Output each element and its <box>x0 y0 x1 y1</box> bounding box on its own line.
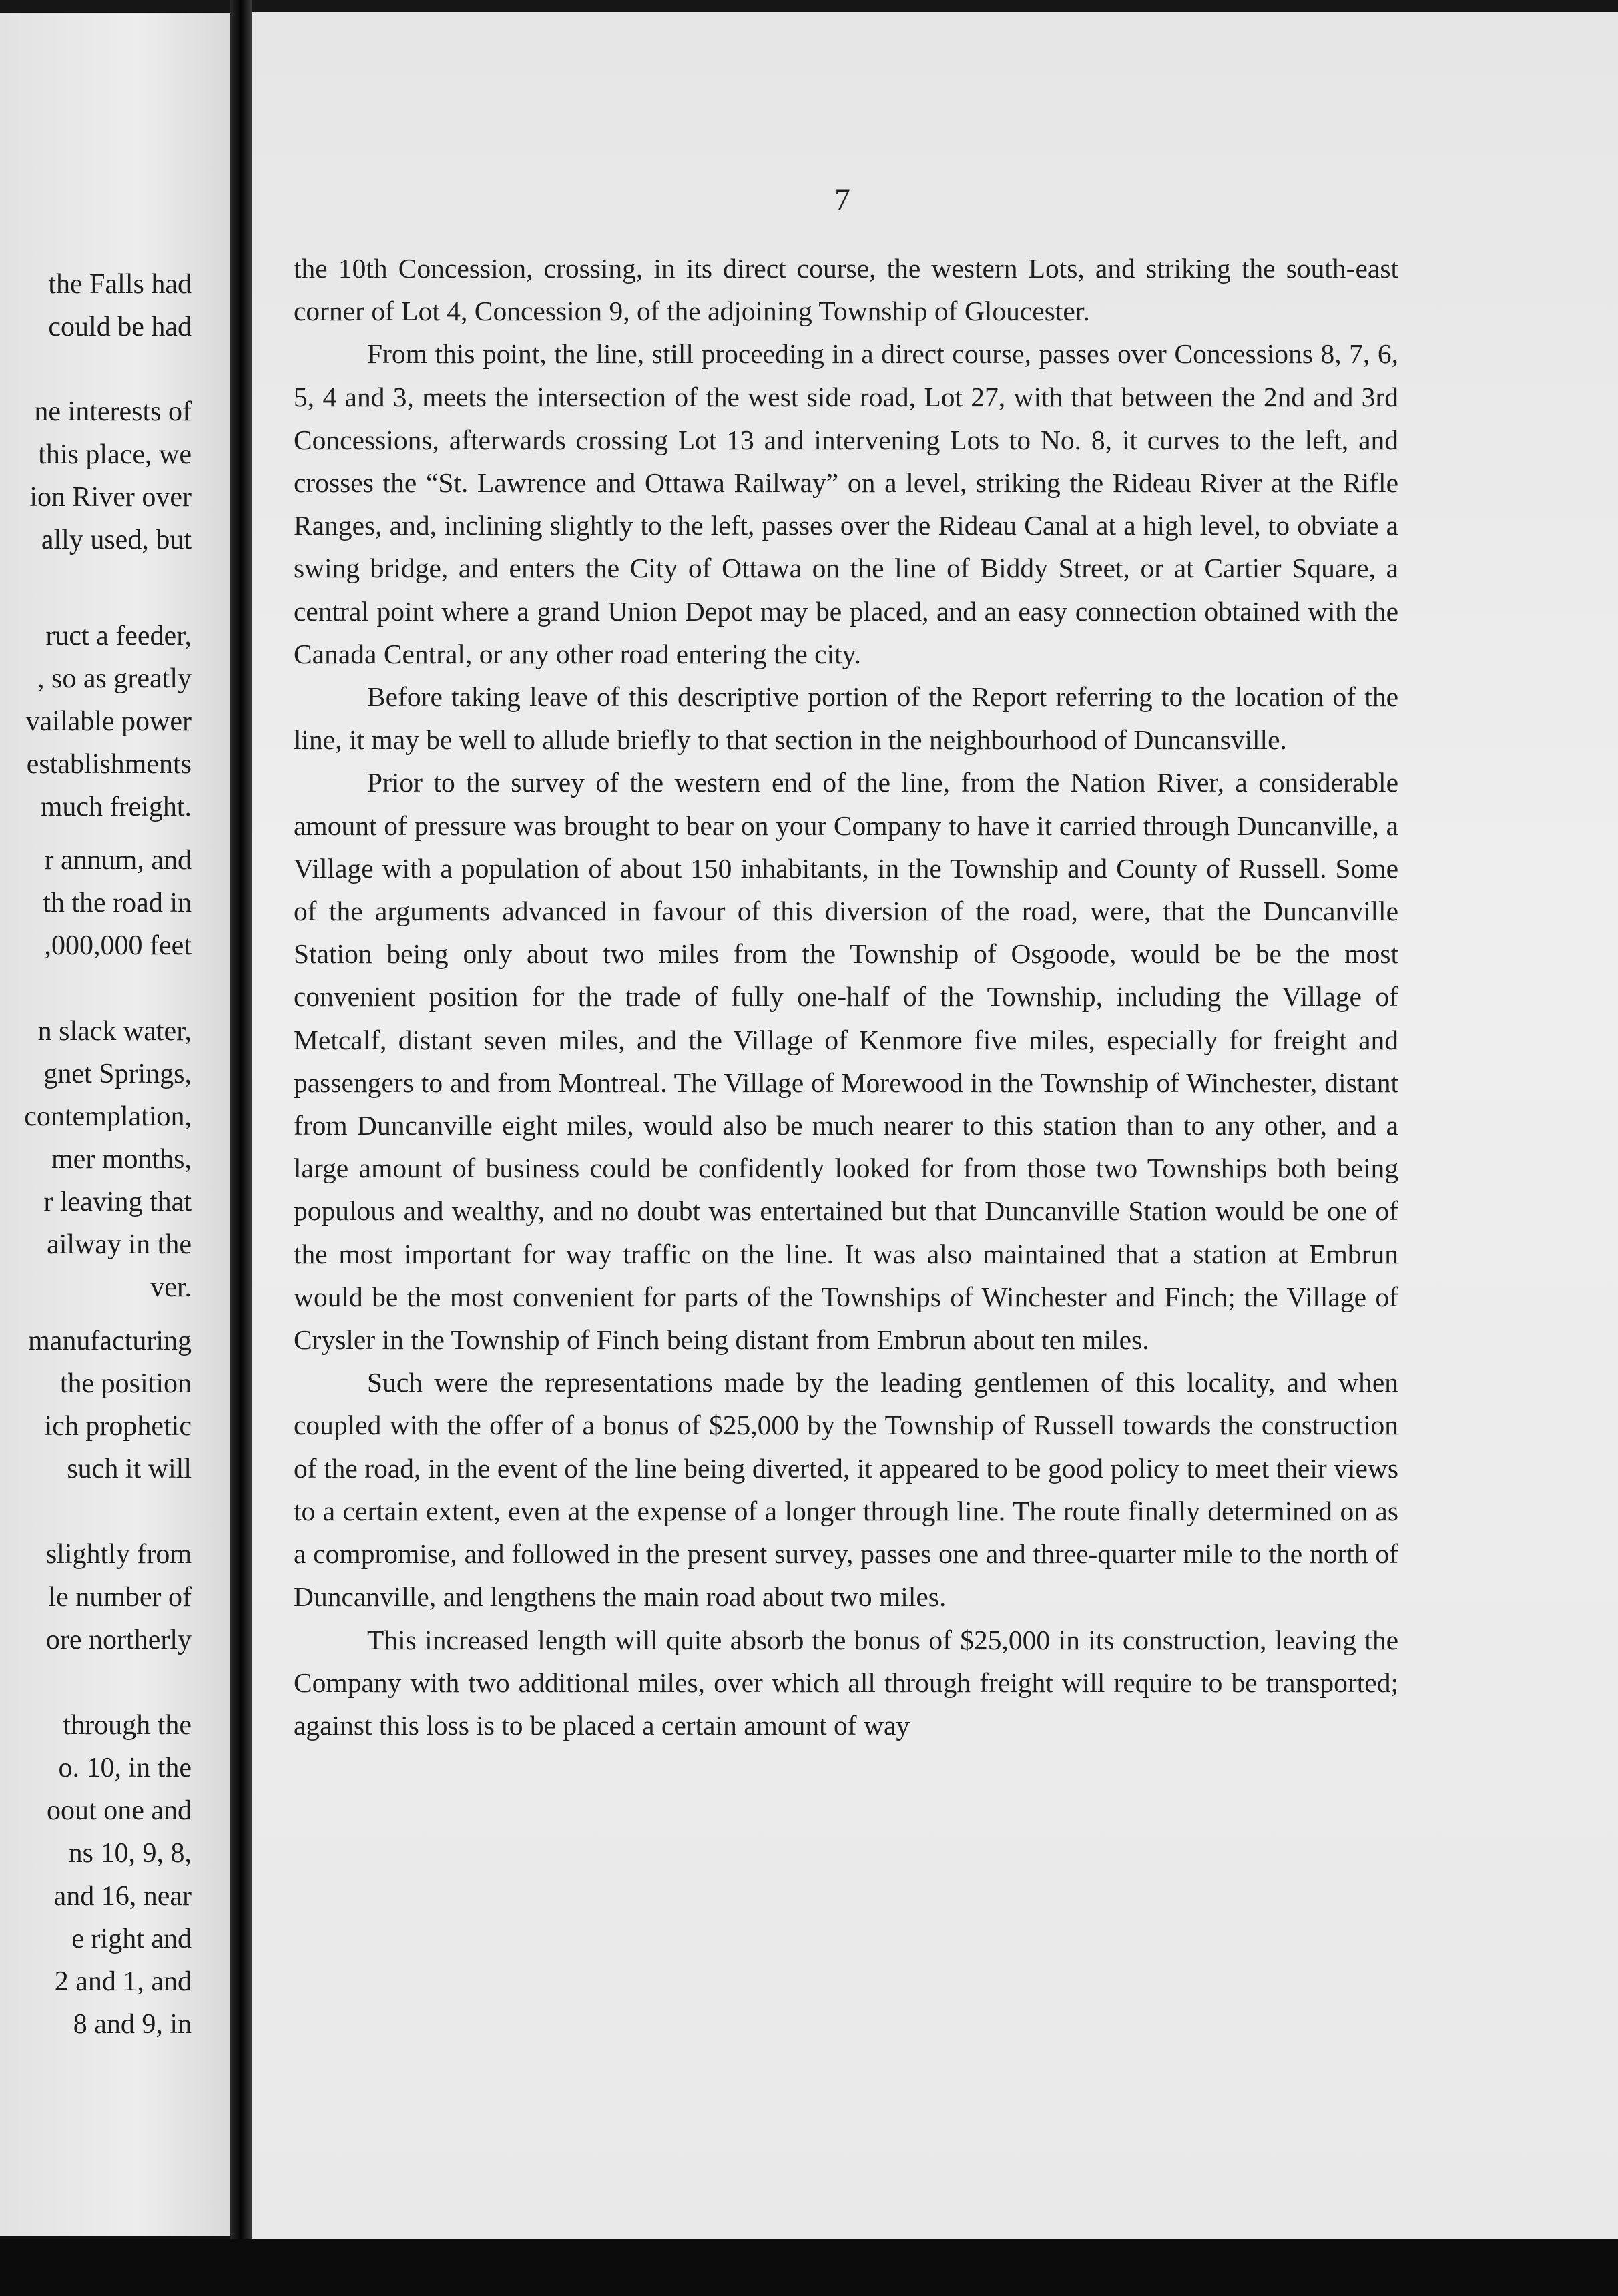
left-line: could be had <box>48 312 192 342</box>
left-line: ruct a feeder, <box>45 621 192 651</box>
paragraph: Such were the representations made by the leading gentlemen of this locality, and when coupled with the offer of a bonus of $25,000 by the Township of Russell towards the construction of the road, in the event of the line being diverted, it appeared to be good policy to meet their views to a certain extent, even at the expense of a longer through line. The route finally determined on as a compromise, and followed in the present survey, passes one and three-quarter mile to the north of Duncanville, and lengthens the main road about two miles. <box>294 1367 1398 1613</box>
left-line: , so as greatly <box>37 663 192 694</box>
left-line: vailable power <box>25 706 192 737</box>
left-line: ver. <box>150 1272 192 1303</box>
page-number: 7 <box>834 182 850 218</box>
left-line: through the <box>63 1710 192 1741</box>
bottom-scan-edge <box>0 2239 1618 2296</box>
paragraph: the 10th Concession, crossing, in its direct course, the western Lots, and striking the south-east corner of Lot 4, Concession 9, of the adjoining Township of Gloucester. <box>294 253 1398 327</box>
left-line: oout one and <box>47 1795 192 1826</box>
left-line: ich prophetic <box>44 1411 192 1442</box>
left-line: ,000,000 feet <box>44 930 192 961</box>
paragraph: Before taking leave of this descriptive portion of the Report referring to the location of the line, it may be well to allude briefly to that section in the neighbourhood of Duncansville. <box>294 681 1398 756</box>
left-line: the position <box>59 1368 192 1399</box>
left-line: ion River over <box>29 482 192 513</box>
left-line: e right and <box>71 1924 192 1954</box>
left-line: the Falls had <box>48 269 192 300</box>
left-line: ns 10, 9, 8, <box>68 1838 192 1869</box>
left-line: o. 10, in the <box>58 1753 192 1783</box>
previous-page-fragment <box>0 13 230 2236</box>
left-line: gnet Springs, <box>43 1059 192 1089</box>
left-line: mer months, <box>51 1144 192 1175</box>
left-line: ailway in the <box>47 1229 192 1260</box>
left-line: ne interests of <box>34 396 192 427</box>
left-line: th the road in <box>43 888 192 918</box>
left-line: ore northerly <box>45 1625 192 1655</box>
left-line: r leaving that <box>43 1187 192 1217</box>
left-line: and 16, near <box>53 1881 192 1912</box>
left-line: ally used, but <box>41 525 192 555</box>
left-line: n slack water, <box>37 1016 192 1047</box>
left-line: such it will <box>67 1454 192 1484</box>
left-line: much freight. <box>40 792 192 822</box>
left-line: this place, we <box>38 439 192 470</box>
page-body <box>294 247 1398 1747</box>
paragraph: This increased length will quite absorb the bonus of $25,000 in its construction, leaving the Company with two additional miles, over which all through freight will require to be transported; against this loss is to be placed a certain amount of way <box>294 1624 1398 1741</box>
left-line: establishments <box>26 749 192 780</box>
left-line: 8 and 9, in <box>73 2009 192 2040</box>
book-gutter <box>230 0 252 2296</box>
left-line: r annum, and <box>44 845 192 876</box>
left-line: contemplation, <box>24 1101 192 1132</box>
left-line: 2 and 1, and <box>54 1966 192 1997</box>
paragraph: From this point, the line, still proceeding in a direct course, passes over Concessions 8, 7, 6, 5, 4 and 3, meets the intersection of the west side road, Lot 27, with that between the 2nd and 3rd Concessions, afterwards crossing Lot 13 and intervening Lots to No. 8, it curves to the left, and crosses the “St. Lawrence and Ottawa Railway” on a level, striking the Rideau River at the Rifle Ranges, and, inclining slightly to the left, passes over the Rideau Canal at a high level, to obviate a swing bridge, and enters the City of Ottawa on the line of Biddy Street, or at Cartier Square, a central point where a grand Union Depot may be placed, and an easy connection obtained with the Canada Central, or any other road entering the city. <box>294 338 1398 669</box>
left-line: manufacturing <box>28 1326 192 1356</box>
left-line: le number of <box>48 1582 192 1613</box>
paragraph: Prior to the survey of the western end of the line, from the Nation River, a considerable amount of pressure was brought to bear on your Company to have it carried through Duncanville, a Village with a population of about 150 inhabitants, in the Township and County of Russell. Some of the arguments advanced in favour of this diversion of the road, were, that the Duncanville Station being only about two miles from the Township of Osgoode, would be be the most convenient position for the trade of fully one-half of the Township, including the Village of Metcalf, distant seven miles, and the Village of Kenmore five miles, especially for freight and passengers to and from Montreal. The Village of Morewood in the Township of Winchester, distant from Duncanville eight miles, would also be much nearer to this station than to any other, and a large amount of business could be confidently looked for from those two Townships both being populous and wealthy, and no doubt was entertained but that Duncanville Station would be one of the most important for way traffic on the line. It was also maintained that a station at Embrun would be the most convenient for parts of the Townships of Winchester and Finch; the Village of Crysler in the Township of Finch being distant from Embrun about ten miles. <box>294 767 1398 1356</box>
left-line: slightly from <box>45 1539 192 1570</box>
